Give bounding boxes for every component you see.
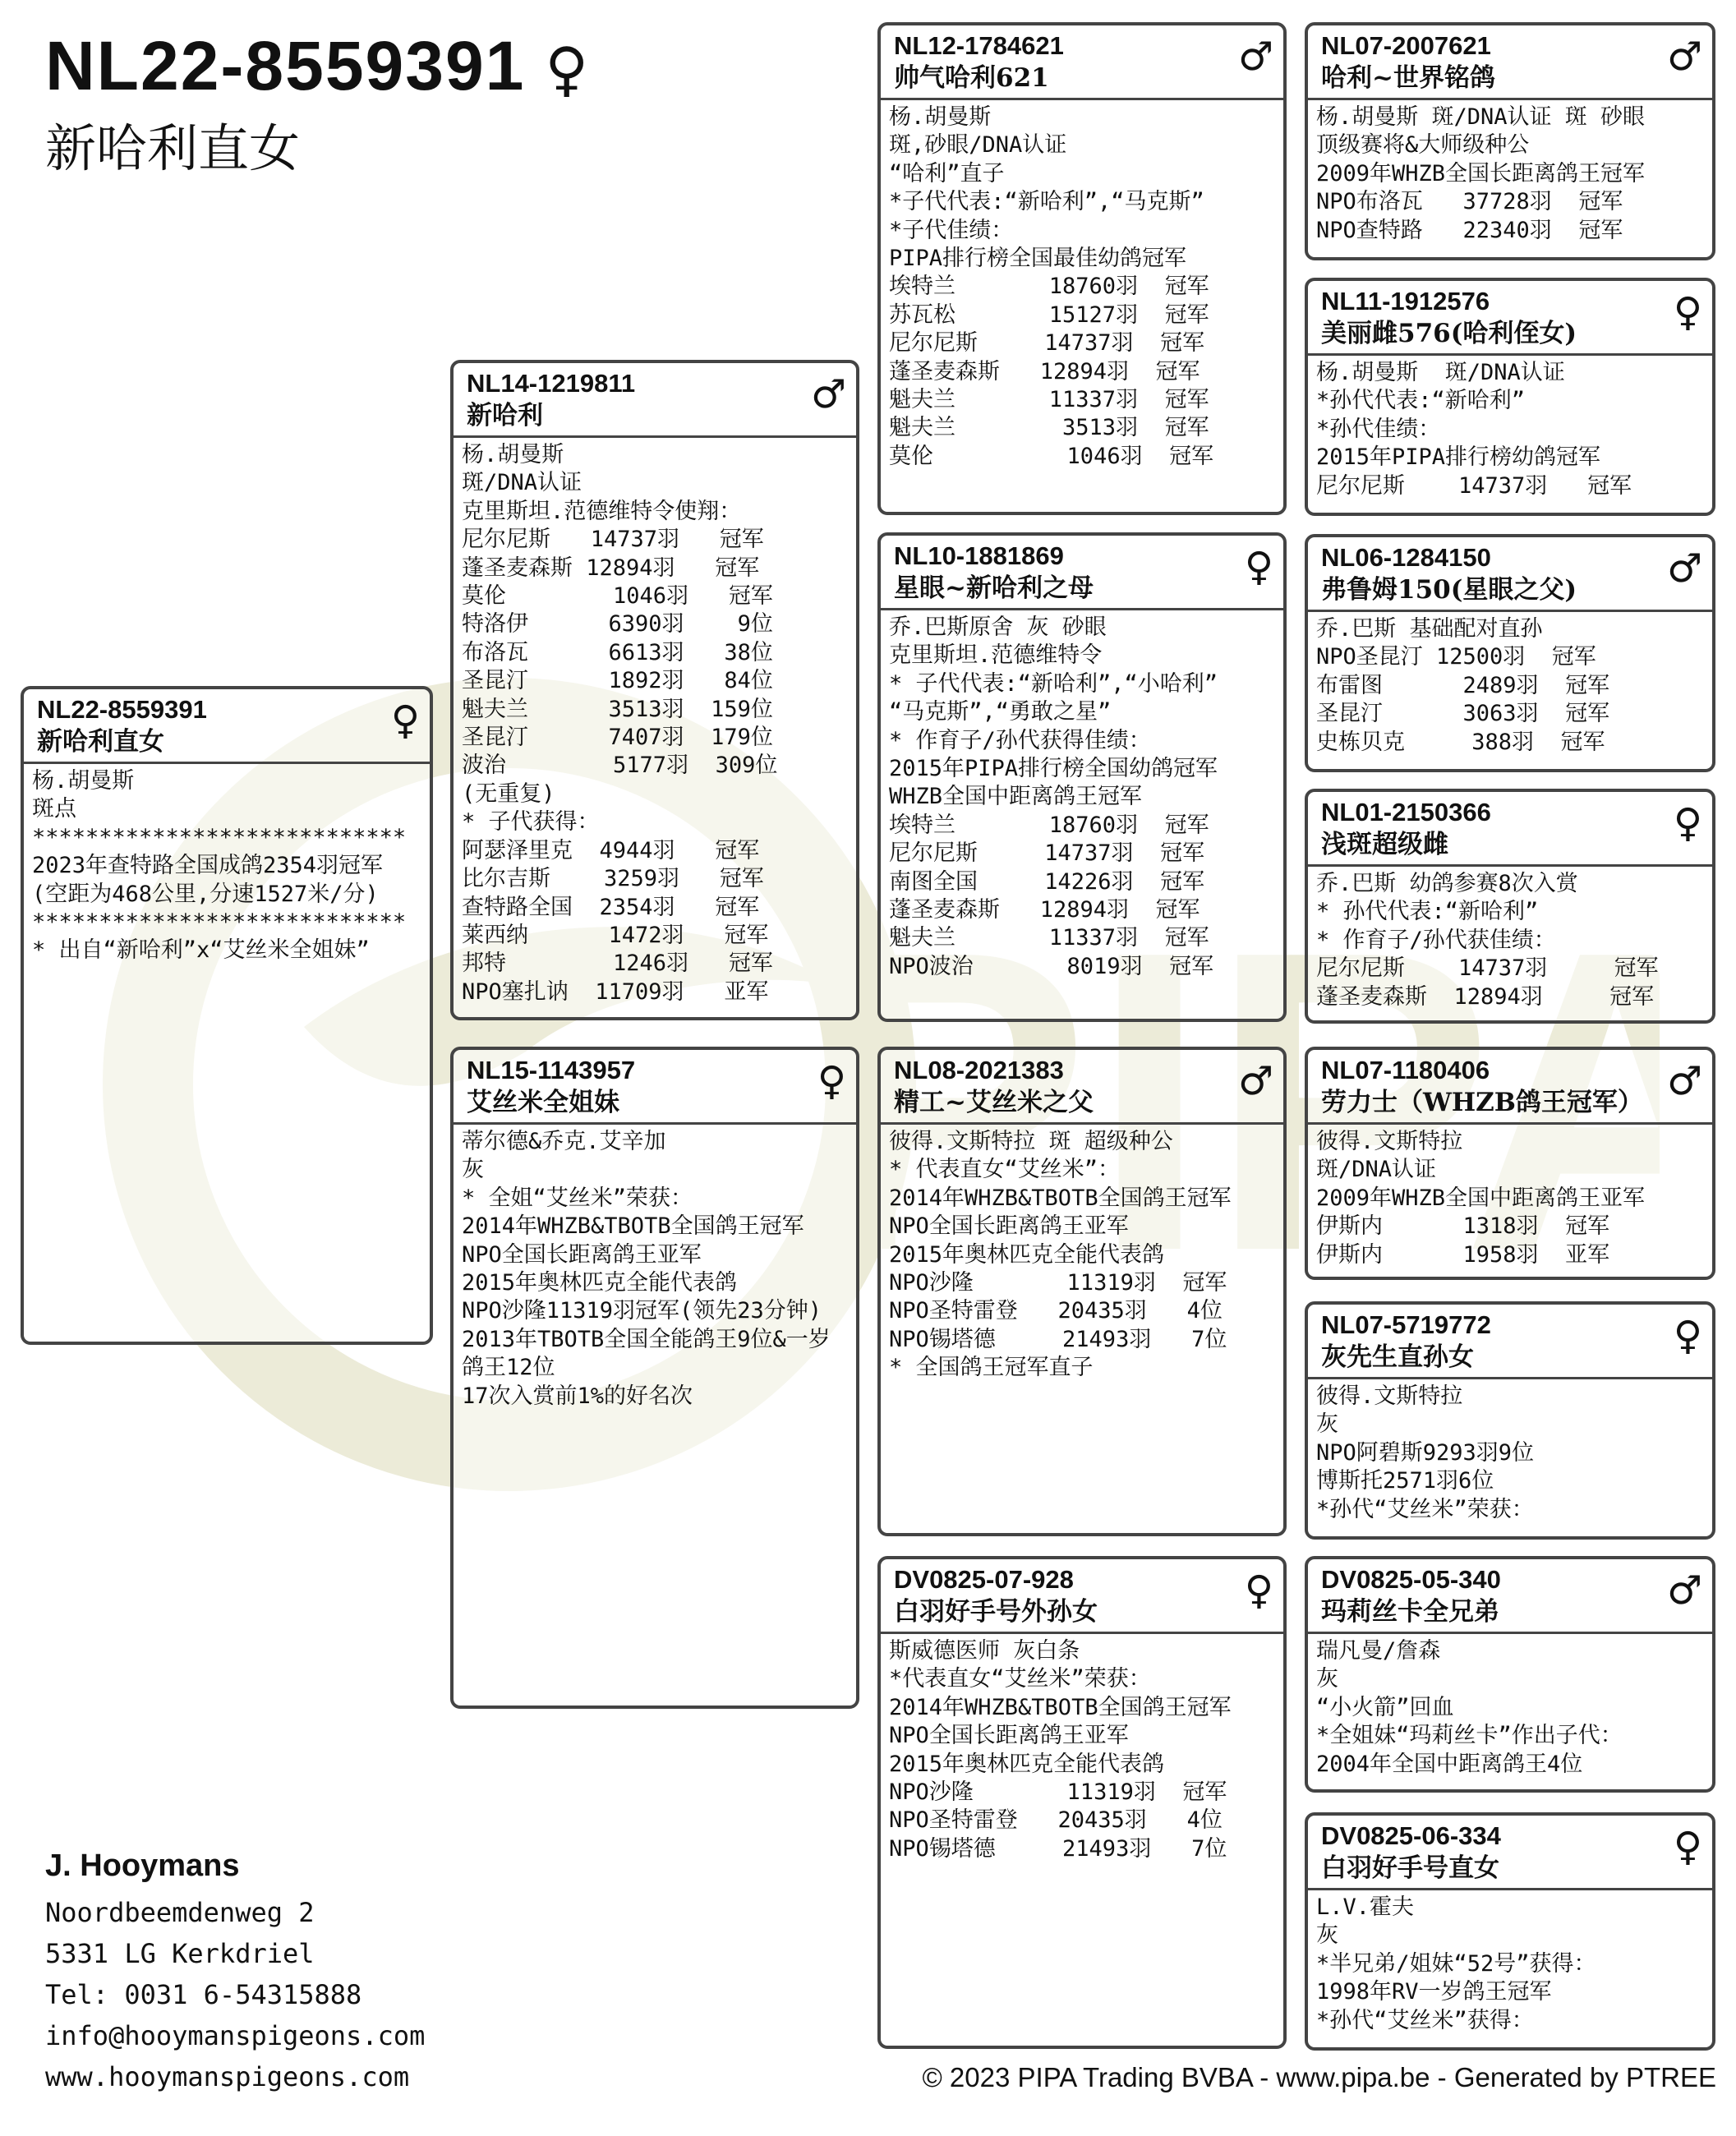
pedigree-line: *半兄弟/姐妹“52号”获得： bbox=[1316, 1950, 1596, 1977]
pedigree-line: 魁夫兰 3513羽 冠军 bbox=[889, 415, 1209, 441]
pigeon-card-ggp-4 bbox=[1305, 789, 1715, 1024]
female-symbol-icon: ♀ bbox=[390, 697, 420, 743]
pedigree-line: 蒂尔德&乔克.艾辛加 bbox=[462, 1129, 666, 1154]
pedigree-line: PIPA排行榜全国最佳幼鸽冠军 bbox=[889, 246, 1187, 272]
pigeon-card-ggp-6 bbox=[1305, 1301, 1715, 1540]
pedigree-line: 圣昆汀 1892羽 84位 bbox=[462, 668, 773, 694]
pedigree-line: 17次入赏前1%的好名次 bbox=[462, 1383, 693, 1409]
pigeon-name: 弗鲁姆150(星眼之父) bbox=[1321, 575, 1577, 605]
pedigree-line: 埃特兰 18760羽 冠军 bbox=[889, 274, 1209, 300]
pigeon-card-ggp-1 bbox=[1305, 22, 1715, 260]
pigeon-card-ggp-2 bbox=[1305, 278, 1715, 516]
pigeon-card-ggp-5 bbox=[1305, 1047, 1715, 1280]
pigeon-name: 艾丝米全姐妹 bbox=[467, 1088, 619, 1117]
pedigree-line: 莫伦 1046羽 冠军 bbox=[462, 583, 773, 610]
title-ring: NL22-8559391 bbox=[45, 27, 526, 104]
ring-number: NL07-1180406 bbox=[1321, 1056, 1490, 1084]
pedigree-line: (空距为468公里,分速1527米/分) bbox=[32, 881, 379, 907]
pedigree-line: 2023年查特路全国成鸽2354羽冠军 bbox=[32, 853, 384, 879]
pigeon-card-dam-sire bbox=[877, 1047, 1287, 1536]
pedigree-line: 斑/DNA认证 bbox=[1316, 1157, 1437, 1183]
pedigree-line: 1998年RV一岁鸽王冠军 bbox=[1316, 1979, 1552, 2005]
female-symbol-icon: ♀ bbox=[1244, 544, 1273, 590]
pedigree-line: 伊斯内 1318羽 冠军 bbox=[1316, 1213, 1610, 1240]
pigeon-name: 玛莉丝卡全兄弟 bbox=[1321, 1597, 1499, 1627]
pedigree-line: 杨.胡曼斯 bbox=[32, 768, 135, 794]
pedigree-line: NPO锡塔德 21493羽 7位 bbox=[889, 1835, 1227, 1862]
pedigree-line: 蓬圣麦森斯 12894羽 冠军 bbox=[462, 555, 760, 581]
pedigree-line: 杨.胡曼斯 斑/DNA认证 斑 砂眼 bbox=[1316, 104, 1646, 130]
pedigree-line: **************************** bbox=[32, 909, 407, 936]
pigeon-name: 浅斑超级雌 bbox=[1321, 830, 1448, 859]
pedigree-line: 杨.胡曼斯 斑/DNA认证 bbox=[1316, 360, 1565, 385]
pigeon-name: 新哈利 bbox=[467, 401, 543, 430]
pedigree-line: 2009年WHZB全国中距离鸽王亚军 bbox=[1316, 1185, 1646, 1211]
pedigree-line: 苏瓦松 15127羽 冠军 bbox=[889, 302, 1209, 328]
pedigree-line: 2015年奥林匹克全能代表鸽 bbox=[462, 1270, 738, 1296]
pedigree-line: 伊斯内 1958羽 亚军 bbox=[1316, 1241, 1610, 1268]
pedigree-line: “马克斯”,“勇敢之星” bbox=[889, 699, 1112, 725]
pedigree-line: 斑,砂眼/DNA认证 bbox=[889, 132, 1067, 159]
ring-number: NL11-1912576 bbox=[1321, 287, 1490, 315]
pedigree-line: 莫伦 1046羽 冠军 bbox=[889, 443, 1214, 469]
pedigree-line: 彼得.文斯特拉 斑 超级种公 bbox=[889, 1129, 1173, 1154]
pedigree-line: 2015年奥林匹克全能代表鸽 bbox=[889, 1241, 1165, 1268]
pedigree-line: 克里斯坦.范德维特令 bbox=[889, 642, 1103, 669]
ring-number: DV0825-06-334 bbox=[1321, 1821, 1501, 1850]
pedigree-line: 邦特 1246羽 冠军 bbox=[462, 951, 773, 977]
pedigree-line: 2014年WHZB&TBOTB全国鸽王冠军 bbox=[462, 1213, 804, 1240]
pigeon-card-ggp-7 bbox=[1305, 1556, 1715, 1793]
ring-number: NL06-1284150 bbox=[1321, 543, 1491, 572]
pedigree-line: 查特路全国 2354羽 冠军 bbox=[462, 894, 760, 920]
pedigree-line: 2015年PIPA排行榜全国幼鸽冠军 bbox=[889, 756, 1218, 782]
pigeon-name: 帅气哈利621 bbox=[894, 63, 1049, 93]
pedigree-line: (无重复) bbox=[462, 780, 555, 807]
female-symbol-icon: ♀ bbox=[1673, 1824, 1702, 1870]
address-website: www.hooymanspigeons.com bbox=[45, 2061, 410, 2092]
pigeon-card-sire bbox=[450, 360, 859, 1020]
ring-number: NL10-1881869 bbox=[894, 541, 1064, 570]
pedigree-line: *子代代表:“新哈利”,“马克斯” bbox=[889, 189, 1204, 215]
pedigree-line: 杨.胡曼斯 bbox=[462, 442, 564, 467]
pedigree-line: * 全姐“艾丝米”荣获： bbox=[462, 1185, 693, 1211]
ring-number: NL12-1784621 bbox=[894, 31, 1064, 60]
pedigree-line: 杨.胡曼斯 bbox=[889, 104, 992, 130]
female-symbol-icon: ♀ bbox=[1673, 289, 1702, 335]
pedigree-line: * 作育子/孙代获佳绩： bbox=[1316, 927, 1556, 953]
pedigree-line: NPO沙隆 11319羽 冠军 bbox=[889, 1270, 1227, 1296]
pedigree-line: NPO沙隆11319羽冠军(领先23分钟) bbox=[462, 1298, 822, 1324]
owner-address bbox=[45, 1892, 425, 2097]
pedigree-line: 布洛瓦 6613羽 38位 bbox=[462, 639, 773, 665]
male-symbol-icon: ♂ bbox=[1666, 1567, 1702, 1614]
pedigree-line: 莱西纳 1472羽 冠军 bbox=[462, 922, 769, 948]
pedigree-line: 博斯托2571羽6位 bbox=[1316, 1468, 1494, 1494]
pedigree-line: 尼尔尼斯 14737羽 冠军 bbox=[1316, 472, 1632, 499]
address-phone: Tel: 0031 6-54315888 bbox=[45, 1979, 362, 2010]
pedigree-line: 乔.巴斯原舍 灰 砂眼 bbox=[889, 615, 1107, 640]
pedigree-line: 南图全国 14226羽 冠军 bbox=[889, 868, 1205, 895]
pigeon-card-sire-sire bbox=[877, 22, 1287, 515]
pedigree-line: 特洛伊 6390羽 9位 bbox=[462, 611, 773, 638]
pedigree-subtitle: 新哈利直女 bbox=[45, 118, 301, 178]
pedigree-line: * 子代获得： bbox=[462, 809, 600, 836]
pedigree-line: NPO全国长距离鸽王亚军 bbox=[462, 1241, 702, 1268]
pedigree-line: 斑点 bbox=[32, 796, 76, 822]
pedigree-line: * 作育子/孙代获得佳绩： bbox=[889, 727, 1151, 753]
pedigree-line: *孙代“艾丝米”获得： bbox=[1316, 2007, 1534, 2033]
pedigree-line: NPO布洛瓦 37728羽 冠军 bbox=[1316, 189, 1623, 215]
pedigree-line: 克里斯坦.范德维特令使翔： bbox=[462, 498, 742, 524]
ring-number: DV0825-05-340 bbox=[1321, 1565, 1501, 1594]
male-symbol-icon: ♂ bbox=[810, 371, 846, 417]
pedigree-line: 斑/DNA认证 bbox=[462, 470, 583, 496]
pedigree-line: 魁夫兰 11337羽 冠军 bbox=[889, 925, 1209, 951]
pedigree-line: 彼得.文斯特拉 bbox=[1316, 1383, 1463, 1409]
pedigree-line: *全姐妹“玛莉丝卡”作出子代： bbox=[1316, 1723, 1623, 1749]
pedigree-line: 灰 bbox=[1316, 1666, 1338, 1692]
pigeon-name: 精工~艾丝米之父 bbox=[894, 1088, 1094, 1117]
female-symbol-icon: ♀ bbox=[1673, 1313, 1702, 1359]
pigeon-name: 美丽雌576(哈利侄女) bbox=[1321, 319, 1577, 348]
pedigree-line: *孙代佳绩： bbox=[1316, 416, 1441, 442]
pedigree-line: * 全国鸽王冠军直子 bbox=[889, 1355, 1094, 1381]
pigeon-name: 灰先生直孙女 bbox=[1321, 1342, 1474, 1372]
pedigree-line: 灰 bbox=[1316, 1922, 1338, 1949]
address-street: Noordbeemdenweg 2 bbox=[45, 1897, 315, 1928]
pedigree-line: 顶级赛将&大师级种公 bbox=[1316, 132, 1530, 159]
pedigree-title bbox=[45, 27, 591, 104]
pedigree-line: 史栋贝克 388羽 冠军 bbox=[1316, 729, 1605, 755]
pigeon-name: 白羽好手号外孙女 bbox=[894, 1597, 1098, 1627]
pigeon-card-ggp-3 bbox=[1305, 534, 1715, 772]
male-symbol-icon: ♂ bbox=[1666, 34, 1702, 80]
pedigree-line: NPO全国长距离鸽王亚军 bbox=[889, 1213, 1129, 1240]
pedigree-line: * 子代代表:“新哈利”,“小哈利” bbox=[889, 670, 1218, 697]
pedigree-line: 2004年全国中距离鸽王4位 bbox=[1316, 1751, 1583, 1777]
pedigree-line: 鸽王12位 bbox=[462, 1355, 555, 1381]
pedigree-line: “小火箭”回血 bbox=[1316, 1694, 1454, 1720]
pedigree-line: 2009年WHZB全国长距离鸽王冠军 bbox=[1316, 160, 1646, 186]
male-symbol-icon: ♂ bbox=[1237, 1058, 1273, 1104]
pedigree-line: 尼尔尼斯 14737羽 冠军 bbox=[462, 527, 764, 553]
pedigree-line: 布雷图 2489羽 冠军 bbox=[1316, 672, 1610, 698]
pedigree-line: 斯威德医师 灰白条 bbox=[889, 1638, 1080, 1664]
pigeon-card-dam-dam bbox=[877, 1556, 1287, 2049]
pedigree-line: WHZB全国中距离鸽王冠军 bbox=[889, 784, 1143, 810]
pedigree-line: *代表直女“艾丝米”荣获： bbox=[889, 1666, 1151, 1692]
pedigree-line: 尼尔尼斯 14737羽 冠军 bbox=[1316, 955, 1659, 982]
pedigree-line: *孙代代表:“新哈利” bbox=[1316, 388, 1526, 414]
pedigree-line: L.V.霍夫 bbox=[1316, 1894, 1415, 1920]
pedigree-line: 圣昆汀 7407羽 179位 bbox=[462, 725, 773, 751]
pedigree-line: * 代表直女“艾丝米”： bbox=[889, 1157, 1121, 1183]
female-symbol-icon: ♀ bbox=[1673, 800, 1702, 846]
ring-number: NL15-1143957 bbox=[467, 1056, 636, 1084]
pedigree-line: 蓬圣麦森斯 12894羽 冠军 bbox=[1316, 983, 1655, 1010]
pigeon-name: 新哈利直女 bbox=[37, 727, 164, 757]
pedigree-line: 彼得.文斯特拉 bbox=[1316, 1129, 1463, 1154]
pedigree-line: 魁夫兰 11337羽 冠军 bbox=[889, 387, 1209, 413]
pedigree-line: * 出自“新哈利”x“艾丝米全姐妹” bbox=[32, 937, 370, 964]
pedigree-line: NPO锡塔德 21493羽 7位 bbox=[889, 1326, 1227, 1352]
pedigree-line: *孙代“艾丝米”荣获： bbox=[1316, 1496, 1534, 1522]
pedigree-line: 乔.巴斯 基础配对直孙 bbox=[1316, 616, 1543, 642]
pedigree-line: 2013年TBOTB全国全能鸽王9位&一岁 bbox=[462, 1326, 831, 1352]
ring-number: DV0825-07-928 bbox=[894, 1565, 1074, 1594]
male-symbol-icon: ♂ bbox=[1666, 546, 1702, 592]
pedigree-line: NPO圣昆汀 12500羽 冠军 bbox=[1316, 644, 1596, 670]
pigeon-card-ggp-8 bbox=[1305, 1812, 1715, 2051]
pedigree-line: 魁夫兰 3513羽 159位 bbox=[462, 696, 773, 722]
pedigree-line: 尼尔尼斯 14737羽 冠军 bbox=[889, 330, 1205, 357]
ring-number: NL07-5719772 bbox=[1321, 1310, 1491, 1339]
pigeon-name: 白羽好手号直女 bbox=[1321, 1853, 1499, 1883]
female-symbol-icon: ♀ bbox=[545, 35, 591, 104]
pedigree-line: NPO全国长距离鸽王亚军 bbox=[889, 1723, 1129, 1749]
pigeon-card-subject bbox=[21, 686, 433, 1345]
ring-number: NL14-1219811 bbox=[467, 369, 636, 398]
pedigree-line: * 孙代代表:“新哈利” bbox=[1316, 899, 1539, 925]
female-symbol-icon: ♀ bbox=[1244, 1567, 1273, 1614]
pedigree-line: 蓬圣麦森斯 12894羽 冠军 bbox=[889, 897, 1200, 923]
pedigree-line: 2015年奥林匹克全能代表鸽 bbox=[889, 1751, 1165, 1777]
female-symbol-icon: ♀ bbox=[817, 1058, 846, 1104]
pedigree-line: 波治 5177羽 309位 bbox=[462, 753, 778, 779]
pedigree-line: 乔.巴斯 幼鸽参赛8次入赏 bbox=[1316, 871, 1578, 896]
ring-number: NL22-8559391 bbox=[37, 695, 207, 724]
owner-name: J. Hooymans bbox=[45, 1848, 240, 1883]
pedigree-line: *子代佳绩： bbox=[889, 217, 1014, 243]
address-email: info@hooymanspigeons.com bbox=[45, 2020, 426, 2051]
pedigree-line: NPO阿碧斯9293羽9位 bbox=[1316, 1439, 1535, 1466]
pedigree-line: NPO查特路 22340羽 冠军 bbox=[1316, 217, 1623, 243]
pigeon-card-dam bbox=[450, 1047, 859, 1709]
pigeon-name: 劳力士（WHZB鸽王冠军） bbox=[1321, 1088, 1643, 1117]
pedigree-line: 灰 bbox=[1316, 1411, 1338, 1438]
pedigree-line: 比尔吉斯 3259羽 冠军 bbox=[462, 866, 764, 892]
pedigree-line: 埃特兰 18760羽 冠军 bbox=[889, 812, 1209, 838]
ring-number: NL01-2150366 bbox=[1321, 798, 1491, 826]
pedigree-line: NPO波治 8019羽 冠军 bbox=[889, 953, 1214, 979]
pigeon-name: 哈利~世界铭鸽 bbox=[1321, 63, 1495, 93]
pigeon-card-sire-dam bbox=[877, 532, 1287, 1022]
pedigree-line: 灰 bbox=[462, 1157, 484, 1183]
pedigree-line: NPO塞扎讷 11709羽 亚军 bbox=[462, 978, 769, 1005]
pedigree-line: 圣昆汀 3063羽 冠军 bbox=[1316, 701, 1610, 727]
pedigree-line: “哈利”直子 bbox=[889, 160, 1005, 186]
pigeon-name: 星眼~新哈利之母 bbox=[894, 573, 1094, 603]
ring-number: NL08-2021383 bbox=[894, 1056, 1064, 1084]
pedigree-line: NPO圣特雷登 20435羽 4位 bbox=[889, 1807, 1223, 1834]
pedigree-line: NPO沙隆 11319羽 冠军 bbox=[889, 1779, 1227, 1806]
pedigree-line: 2015年PIPA排行榜幼鸽冠军 bbox=[1316, 444, 1601, 471]
pedigree-line: 2014年WHZB&TBOTB全国鸽王冠军 bbox=[889, 1694, 1232, 1720]
address-city: 5331 LG Kerkdriel bbox=[45, 1938, 315, 1969]
male-symbol-icon: ♂ bbox=[1666, 1058, 1702, 1104]
pedigree-line: 阿瑟泽里克 4944羽 冠军 bbox=[462, 837, 760, 863]
copyright-footer: © 2023 PIPA Trading BVBA - www.pipa.be - Generated by PTREE bbox=[922, 2062, 1716, 2092]
ring-number: NL07-2007621 bbox=[1321, 31, 1491, 60]
pedigree-line: 2014年WHZB&TBOTB全国鸽王冠军 bbox=[889, 1185, 1232, 1211]
male-symbol-icon: ♂ bbox=[1237, 34, 1273, 80]
pedigree-line: 瑞凡曼/詹森 bbox=[1316, 1638, 1441, 1664]
pedigree-line: NPO圣特雷登 20435羽 4位 bbox=[889, 1298, 1223, 1324]
pedigree-line: 尼尔尼斯 14737羽 冠军 bbox=[889, 840, 1205, 867]
pedigree-line: 蓬圣麦森斯 12894羽 冠军 bbox=[889, 358, 1200, 384]
pedigree-line: **************************** bbox=[32, 824, 407, 850]
